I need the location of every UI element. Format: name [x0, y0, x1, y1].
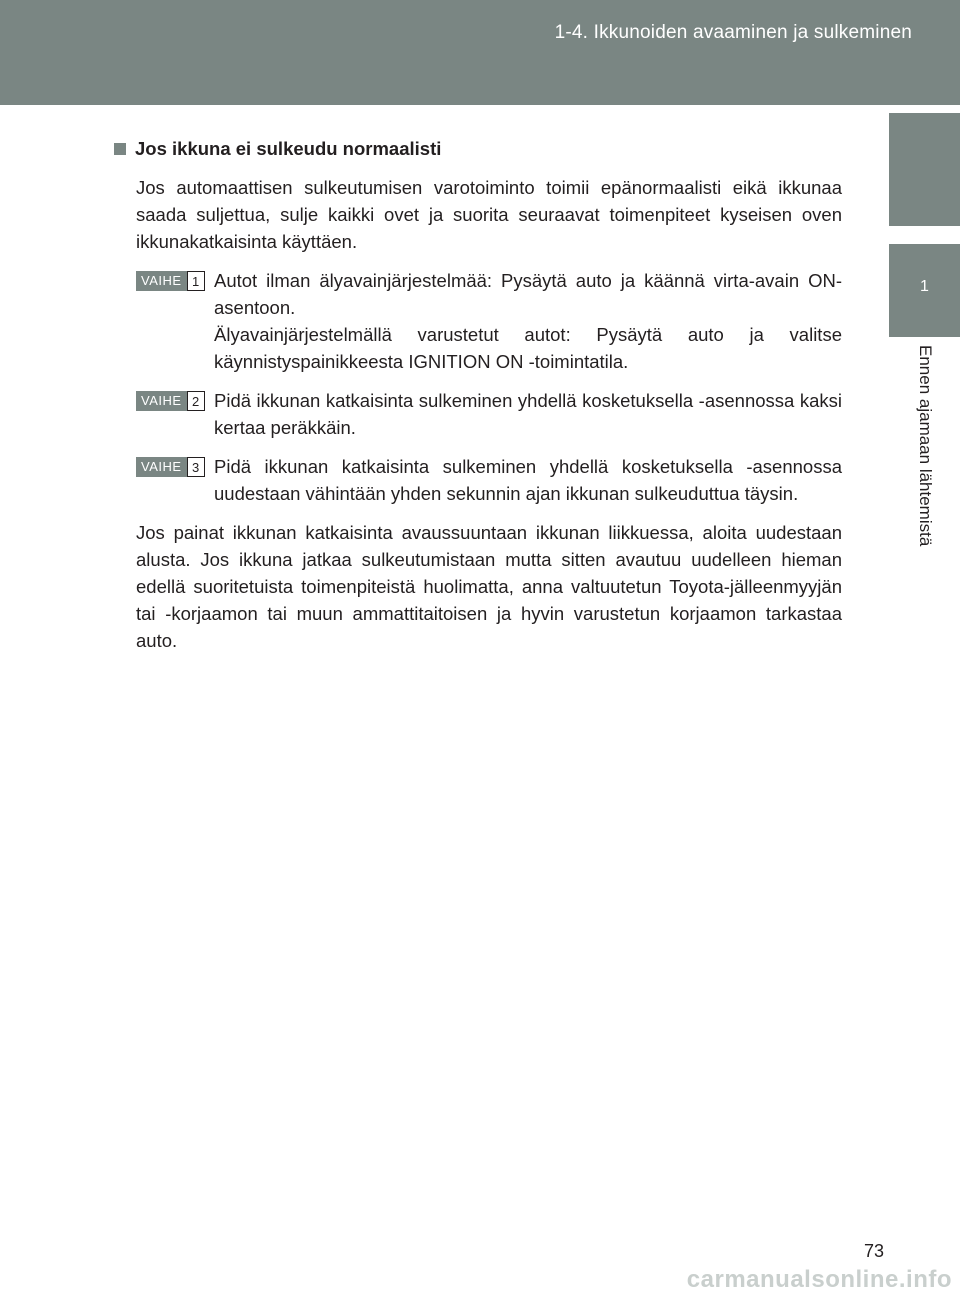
step-badge [136, 271, 214, 291]
closing-paragraph: Jos painat ikkunan katkaisinta avaussuuntaan ikkunan liikkuessa, aloita uudestaan alusta. Jos ikkuna jatkaa sulkeutumistaan mutta sitten avautuu uudelleen hieman edellä suoritetuista toimenpiteistä huolimatta, anna valtuutetun Toyota-jälleenmyyjän tai -korjaamon tai muun ammattitaitoisen ja hyvin varustetun korjaamon tarkastaa auto. [136, 522, 842, 651]
page-number: 73 [863, 1241, 884, 1261]
header-band [0, 0, 960, 105]
watermark: carmanualsonline.info [686, 1266, 952, 1293]
section-title: 1-4. Ikkunoiden avaaminen ja sulkeminen [554, 22, 912, 43]
section-heading-text: Jos ikkuna ei sulkeudu normaalisti [135, 138, 442, 159]
step-badge-number: 2 [187, 391, 205, 411]
intro-paragraph: Jos automaattisen sulkeutumisen varotoiminto toimii epänormaalisti eikä ikkunaa saada suljettua, sulje kaikki ovet ja suorita seuraavat toimenpiteet kyseisen oven ikkunakatkaisinta käyttäen. [136, 177, 842, 252]
step-2 [136, 387, 842, 441]
section-heading [114, 138, 842, 160]
step-1 [136, 267, 842, 375]
chapter-number: 1 [920, 278, 929, 295]
step-badge [136, 457, 214, 477]
step-badge [136, 391, 214, 411]
step-text-line: Pidä ikkunan katkaisinta sulkeminen yhdellä kosketuksella -asennossa uudestaan vähintään yhden sekunnin ajan ikkunan sulkeuduttua täysin. [214, 456, 842, 504]
step-text-line: Älyavainjärjestelmällä varustetut autot: Pysäytä auto ja valitse käynnistyspainikkeesta IGNITION ON -toimintatila. [214, 324, 842, 372]
step-text [214, 387, 842, 441]
chapter-title-container [889, 337, 960, 597]
step-badge-number: 3 [187, 457, 205, 477]
step-badge-word: VAIHE [136, 271, 187, 291]
step-badge-word: VAIHE [136, 391, 187, 411]
chapter-title: Ennen ajamaan lähtemistä [916, 345, 935, 547]
step-text-line: Pidä ikkunan katkaisinta sulkeminen yhdellä kosketuksella -asennossa kaksi kertaa peräkkäin. [214, 390, 842, 438]
main-content [114, 138, 842, 666]
step-text [214, 453, 842, 507]
bullet-square-icon [114, 143, 126, 155]
step-text [214, 267, 842, 375]
side-tab-upper [889, 113, 960, 226]
step-badge-word: VAIHE [136, 457, 187, 477]
step-3 [136, 453, 842, 507]
step-badge-number: 1 [187, 271, 205, 291]
step-text-line: Autot ilman älyavainjärjestelmää: Pysäytä auto ja käännä virta-avain ON-asentoon. [214, 270, 842, 318]
